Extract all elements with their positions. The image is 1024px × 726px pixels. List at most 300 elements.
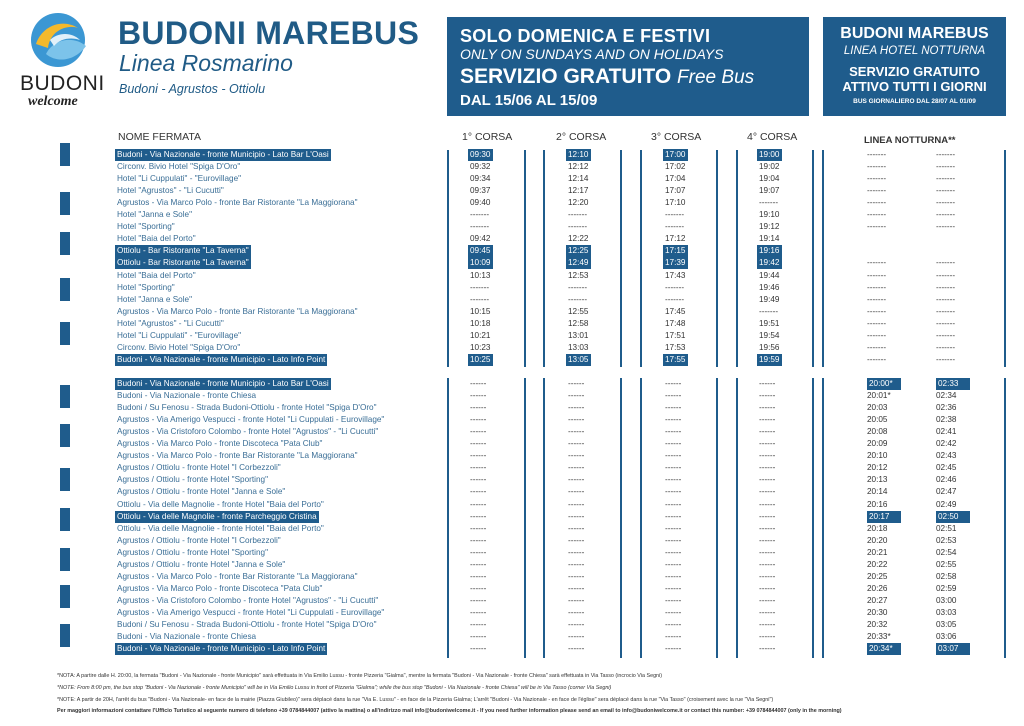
sunday-service-box — [447, 17, 809, 116]
departure-time: ------ — [665, 571, 682, 581]
night-departure-time: 20:34* — [867, 643, 901, 655]
departure-time: ------ — [568, 379, 585, 388]
departure-time: ------- — [665, 210, 685, 220]
table-row — [0, 450, 1024, 462]
night-departure-time: 20:25 — [867, 571, 888, 581]
departure-time: 17:00 — [665, 150, 686, 159]
budoni-welcome-logo — [14, 10, 106, 110]
stop-name: Ottiolu - Via delle Magnolie - fronte Hotel "Baia del Porto" — [117, 499, 324, 509]
departure-time: ------ — [470, 451, 487, 461]
departure-time: ------ — [568, 571, 585, 581]
table-row — [0, 571, 1024, 583]
departure-time: ------ — [568, 547, 585, 557]
stop-name: Agrustos - Via Marco Polo - fronte Discoteca "Pata Club" — [117, 583, 323, 593]
wave-logo-icon — [28, 10, 92, 70]
departure-time: 10:23 — [470, 342, 491, 352]
departure-time: 12:10 — [568, 150, 589, 159]
table-row — [0, 318, 1024, 330]
stop-name: Agrustos / Ottiolu - fronte Hotel "I Corbezzoli" — [117, 463, 281, 473]
night-departure-time: 20:18 — [867, 523, 888, 533]
departure-time: ------ — [470, 475, 487, 485]
table-row — [0, 631, 1024, 643]
departure-time: ------- — [867, 258, 887, 268]
departure-time: ------ — [665, 439, 682, 449]
departure-time: ------ — [470, 511, 487, 521]
departure-time: ------ — [665, 607, 682, 617]
night-departure-time: 20:08 — [867, 427, 888, 437]
table-row — [0, 547, 1024, 559]
night-departure-time: 20:20 — [867, 535, 888, 545]
departure-time: ------- — [470, 282, 490, 292]
night-departure-time: 02:45 — [936, 463, 957, 473]
departure-time: 10:15 — [470, 306, 491, 316]
departure-time: ------ — [665, 523, 682, 533]
column-header-run4: 4° CORSA — [747, 131, 798, 143]
departure-time: ------- — [936, 342, 956, 352]
departure-time: 19:10 — [759, 210, 780, 220]
departure-time: ------ — [759, 632, 776, 642]
sunday-label-en: ONLY ON SUNDAYS AND ON HOLIDAYS — [460, 46, 724, 62]
departure-time: ------- — [867, 330, 887, 340]
table-row — [0, 257, 1024, 269]
table-row — [0, 402, 1024, 414]
departure-time: 17:02 — [665, 162, 686, 172]
night-departure-time: 02:54 — [936, 547, 957, 557]
night-departure-time: 20:33* — [867, 632, 891, 642]
departure-time: ------ — [665, 487, 682, 497]
contact-info: Per maggiori informazioni contattare l'Ufficio Turistico al seguente numero di telefono +39 0784844007 (attivo la mattina) o all'indirizzo mail info@budoniwelcome.it - If you need further information please send an email to info@budoniwelcome.it or contact this number: +39 0784844007 (only in the morning) — [57, 708, 842, 714]
night-departure-time: 02:58 — [936, 571, 957, 581]
night-departure-time: 02:55 — [936, 559, 957, 569]
departure-time: ------- — [568, 210, 588, 220]
departure-time: 12:12 — [568, 162, 589, 172]
sunday-label: SOLO DOMENICA E FESTIVI — [460, 26, 711, 46]
departure-time: ------- — [867, 282, 887, 292]
departure-time: ------- — [867, 306, 887, 316]
departure-time: ------ — [568, 475, 585, 485]
departure-time: 13:03 — [568, 342, 589, 352]
departure-time: 12:25 — [568, 246, 589, 256]
route-description: Budoni - Agrustos - Ottiolu — [119, 82, 266, 96]
departure-time: ------ — [568, 620, 585, 629]
departure-time: ------- — [568, 282, 588, 292]
departure-time: ------ — [470, 499, 487, 509]
departure-time: ------- — [936, 222, 956, 232]
departure-time: ------ — [759, 620, 776, 629]
night-departure-time: 03:03 — [936, 607, 957, 617]
departure-time: ------ — [665, 379, 682, 388]
table-row — [0, 245, 1024, 257]
column-header-run1: 1° CORSA — [462, 131, 513, 143]
departure-time: ------ — [470, 523, 487, 533]
table-row — [0, 607, 1024, 619]
stop-name: Hotel "Agrustos" - "Li Cucutti" — [117, 186, 224, 196]
table-row — [0, 462, 1024, 474]
table-row — [0, 294, 1024, 306]
night-departure-time: 03:00 — [936, 595, 957, 605]
departure-time: ------ — [470, 535, 487, 545]
departure-time: ------ — [470, 463, 487, 473]
departure-time: ------- — [867, 162, 887, 172]
departure-time: ------ — [665, 644, 682, 654]
departure-time: 19:59 — [759, 354, 780, 364]
departure-time: ------ — [470, 439, 487, 449]
table-row — [0, 378, 1024, 390]
night-departure-time: 20:05 — [867, 415, 888, 425]
departure-time: ------- — [470, 294, 490, 304]
departure-time: ------ — [470, 644, 487, 654]
departure-time: ------ — [568, 632, 585, 642]
departure-time: ------ — [665, 427, 682, 437]
departure-time: ------- — [470, 210, 490, 220]
stop-name: Hotel "Sporting" — [117, 222, 175, 232]
table-row — [0, 438, 1024, 450]
departure-time: 10:18 — [470, 318, 491, 328]
stop-name: Hotel "Baia del Porto" — [117, 234, 196, 244]
departure-time: ------ — [470, 427, 487, 437]
table-row — [0, 583, 1024, 595]
departure-time: ------ — [470, 620, 487, 629]
table-row — [0, 270, 1024, 282]
departure-time: ------ — [759, 499, 776, 509]
departure-time: 17:43 — [665, 270, 686, 280]
departure-time: 17:48 — [665, 318, 686, 328]
departure-time: ------ — [759, 487, 776, 497]
stop-name: Agrustos - Via Marco Polo - fronte Bar Ristorante "La Maggiorana" — [117, 306, 358, 316]
night-departure-time: 03:06 — [936, 632, 957, 642]
departure-time: ------ — [470, 403, 487, 413]
departure-time: 19:14 — [759, 234, 780, 244]
night-departure-time: 02:53 — [936, 535, 957, 545]
departure-time: ------ — [568, 583, 585, 593]
departure-time: ------- — [936, 330, 956, 340]
departure-time: ------ — [470, 607, 487, 617]
departure-time: 19:51 — [759, 318, 780, 328]
night-departure-time: 20:13 — [867, 475, 888, 485]
night-departure-time: 20:00* — [867, 378, 901, 390]
departure-time: ------ — [665, 547, 682, 557]
departure-time: ------- — [759, 198, 779, 208]
departure-time: ------- — [936, 306, 956, 316]
departure-time: ------- — [936, 258, 956, 268]
departure-time: ------- — [665, 294, 685, 304]
departure-time: ------ — [470, 379, 487, 388]
departure-time: ------ — [759, 415, 776, 425]
stop-name: Hotel "Li Cuppulati" - "Eurovillage" — [117, 330, 242, 340]
stop-name: Budoni / Su Fenosu - Strada Budoni-Ottiolu - fronte Hotel "Spiga D'Oro" — [117, 403, 377, 413]
departure-time: ------ — [568, 607, 585, 617]
departure-time: ------ — [759, 559, 776, 569]
stop-name: Ottiolu - Bar Ristorante "La Taverna" — [117, 258, 249, 268]
departure-time: 17:10 — [665, 198, 686, 208]
stop-name: Budoni / Su Fenosu - Strada Budoni-Ottiolu - fronte Hotel "Spiga D'Oro" — [117, 620, 377, 629]
footnote-italian: *NOTA: A partire dalle H. 20:00, la fermata "Budoni - Via Nazionale - fronte Municipio" sarà effettuata in Via Emilio Lussu - fronte Pizzeria "Gialma", mentre la fermata "Budoni - Via Nazionale - fronte Chiesa" sarà effettuata in Via Tasso (incrocio Via Segni) — [57, 673, 663, 679]
night-departure-time: 03:05 — [936, 620, 957, 629]
table-row — [0, 426, 1024, 438]
departure-time: 19:49 — [759, 294, 780, 304]
departure-time: ------ — [470, 547, 487, 557]
departure-time: 17:15 — [665, 246, 686, 256]
departure-time: 19:44 — [759, 270, 780, 280]
night-dates: BUS GIORNALIERO DAL 28/07 AL 01/09 — [853, 98, 976, 105]
departure-time: ------ — [568, 523, 585, 533]
departure-time: ------ — [470, 571, 487, 581]
page-title: BUDONI MAREBUS — [118, 15, 420, 51]
stop-name: Hotel "Baia del Porto" — [117, 270, 196, 280]
departure-time: ------- — [759, 306, 779, 316]
stop-name: Budoni - Via Nazionale - fronte Municipio - Lato Info Point — [117, 354, 326, 364]
departure-time: ------- — [936, 282, 956, 292]
departure-time: ------ — [470, 595, 487, 605]
table-row — [0, 197, 1024, 209]
departure-time: ------- — [936, 198, 956, 208]
departure-time: 12:20 — [568, 198, 589, 208]
night-departure-time: 20:32 — [867, 620, 888, 629]
departure-time: 09:37 — [470, 186, 491, 196]
table-row — [0, 185, 1024, 197]
night-free-label: SERVIZIO GRATUITO — [849, 64, 980, 79]
stop-name: Budoni - Via Nazionale - fronte Chiesa — [117, 632, 257, 642]
departure-time: 19:00 — [759, 150, 780, 159]
departure-time: ------ — [759, 379, 776, 388]
departure-time: ------ — [759, 403, 776, 413]
night-departure-time: 20:09 — [867, 439, 888, 449]
table-row — [0, 221, 1024, 233]
departure-time: ------ — [759, 595, 776, 605]
departure-time: ------ — [665, 391, 682, 401]
departure-time: ------ — [759, 451, 776, 461]
night-departure-time: 20:01* — [867, 391, 891, 401]
departure-time: 17:12 — [665, 234, 686, 244]
departure-time: 19:46 — [759, 282, 780, 292]
departure-time: ------- — [470, 222, 490, 232]
departure-time: ------- — [867, 222, 887, 232]
departure-time: ------ — [665, 403, 682, 413]
departure-time: ------ — [568, 511, 585, 521]
stop-name: Agrustos - Via Marco Polo - fronte Bar Ristorante "La Maggiorana" — [117, 451, 358, 461]
table-row — [0, 619, 1024, 631]
departure-time: ------- — [568, 222, 588, 232]
free-service-label: SERVIZIO GRATUITO Free Bus — [460, 65, 755, 88]
departure-time: ------ — [759, 475, 776, 485]
stop-name: Agrustos - Via Cristoforo Colombo - fronte Hotel "Agrustos" - "Li Cucutti" — [117, 427, 379, 437]
departure-time: 10:09 — [470, 258, 491, 268]
departure-time: ------ — [568, 391, 585, 401]
night-departure-time: 02:50 — [936, 511, 970, 523]
departure-time: 17:45 — [665, 306, 686, 316]
departure-time: 09:42 — [470, 234, 491, 244]
departure-time: ------ — [759, 547, 776, 557]
stop-name: Hotel "Janna e Sole" — [117, 294, 192, 304]
departure-time: 12:49 — [568, 258, 589, 268]
table-row — [0, 499, 1024, 511]
stop-name: Agrustos - Via Amerigo Vespucci - fronte Hotel "Li Cuppulati - Eurovillage" — [117, 607, 385, 617]
night-departure-time: 02:51 — [936, 523, 957, 533]
departure-time: ------- — [936, 294, 956, 304]
departure-time: 12:22 — [568, 234, 589, 244]
logo-tagline: welcome — [28, 94, 78, 109]
departure-time: ------- — [867, 210, 887, 220]
departure-time: ------- — [936, 354, 956, 364]
stop-name: Budoni - Via Nazionale - fronte Municipio - Lato Bar L'Oasi — [117, 379, 329, 388]
departure-time: 17:53 — [665, 342, 686, 352]
departure-time: 12:17 — [568, 186, 589, 196]
night-departure-time: 02:41 — [936, 427, 957, 437]
night-departure-time: 20:10 — [867, 451, 888, 461]
night-departure-time: 02:49 — [936, 499, 957, 509]
stop-name: Budoni - Via Nazionale - fronte Chiesa — [117, 391, 257, 401]
table-row — [0, 330, 1024, 342]
stop-name: Hotel "Sporting" — [117, 282, 175, 292]
table-row — [0, 233, 1024, 245]
departure-time: 10:25 — [470, 354, 491, 364]
column-header-run2: 2° CORSA — [556, 131, 607, 143]
stop-name: Agrustos / Ottiolu - fronte Hotel "Janna e Sole" — [117, 559, 286, 569]
departure-time: 17:04 — [665, 174, 686, 184]
table-row — [0, 559, 1024, 571]
departure-time: ------ — [759, 535, 776, 545]
stop-name: Agrustos - Via Marco Polo - fronte Bar Ristorante "La Maggiorana" — [117, 198, 358, 208]
departure-time: ------- — [936, 210, 956, 220]
night-box-subtitle: LINEA HOTEL NOTTURNA — [843, 45, 986, 57]
departure-time: ------ — [470, 559, 487, 569]
departure-time: 13:05 — [568, 354, 589, 364]
departure-time: ------ — [759, 439, 776, 449]
departure-time: ------- — [936, 186, 956, 196]
table-row — [0, 282, 1024, 294]
night-departure-time: 20:22 — [867, 559, 888, 569]
footnote-french: *NOTE: A partir de 20H, l'arrêt du bus "Budoni - Via Nazionale- en face de la mairie (Piazza Giubileo)" sera déplacé dans la rue "Via E. Lussu" - en face de la Pizzeria Gialma; L'arrêt "Budoni - Via Nazionale - en face de l'église" sera déplacé dans la rue "Via Tasso" (croisement avec la rue "Via Segni") — [57, 697, 774, 703]
departure-time: ------ — [759, 391, 776, 401]
departure-time: 19:16 — [759, 246, 780, 256]
departure-time: ------ — [759, 644, 776, 654]
night-departure-time: 20:17 — [867, 511, 901, 523]
departure-time: ------ — [568, 595, 585, 605]
table-row — [0, 306, 1024, 318]
departure-time: ------ — [665, 595, 682, 605]
departure-time: ------ — [568, 403, 585, 413]
stop-name: Agrustos / Ottiolu - fronte Hotel "I Corbezzoli" — [117, 535, 281, 545]
departure-time: ------- — [936, 270, 956, 280]
departure-time: ------- — [867, 150, 887, 159]
departure-time: ------ — [568, 559, 585, 569]
night-departure-time: 02:46 — [936, 475, 957, 485]
departure-time: 19:07 — [759, 186, 780, 196]
departure-time: 12:14 — [568, 174, 589, 184]
table-row — [0, 523, 1024, 535]
table-row — [0, 390, 1024, 402]
departure-time: ------- — [936, 318, 956, 328]
departure-time: ------ — [470, 583, 487, 593]
column-header-stop: NOME FERMATA — [118, 131, 202, 143]
departure-time: ------ — [665, 583, 682, 593]
departure-time: ------ — [665, 620, 682, 629]
departure-time: 17:55 — [665, 354, 686, 364]
departure-time: ------ — [759, 607, 776, 617]
night-departure-time: 02:34 — [936, 391, 957, 401]
stop-name: Hotel "Agrustos" - "Li Cucutti" — [117, 318, 224, 328]
departure-time: ------ — [665, 499, 682, 509]
stop-name: Hotel "Janna e Sole" — [117, 210, 192, 220]
departure-time: 17:07 — [665, 186, 686, 196]
night-departure-time: 02:38 — [936, 415, 957, 425]
night-box-title: BUDONI MAREBUS — [840, 25, 989, 42]
departure-time: ------ — [568, 463, 585, 473]
departure-time: ------ — [665, 535, 682, 545]
night-service-box — [823, 17, 1006, 116]
night-departure-time: 02:43 — [936, 451, 957, 461]
footnote-english: *NOTE: From 8:00 pm, the bus stop "Budoni - Via Nazionale - fronte Municipio" will be in Via Emilio Lussu in front of Pizzeria "Gialma"; while the bus stop "Budoni - Via Nazionale - fronte Chiesa" will be in Via Tasso (corner Via Segni) — [57, 685, 612, 691]
departure-time: ------ — [759, 571, 776, 581]
departure-time: 10:21 — [470, 330, 491, 340]
departure-time: ------ — [665, 511, 682, 521]
departure-time: 12:55 — [568, 306, 589, 316]
departure-time: 19:12 — [759, 222, 780, 232]
departure-time: ------ — [759, 523, 776, 533]
departure-time: ------- — [867, 270, 887, 280]
departure-time: ------ — [665, 415, 682, 425]
departure-time: ------ — [470, 391, 487, 401]
stop-name: Agrustos / Ottiolu - fronte Hotel "Sporting" — [117, 547, 268, 557]
stop-name: Budoni - Via Nazionale - fronte Municipio - Lato Bar L'Oasi — [117, 150, 329, 159]
table-row — [0, 209, 1024, 221]
departure-time: 09:30 — [470, 150, 491, 159]
stop-name: Agrustos - Via Marco Polo - fronte Discoteca "Pata Club" — [117, 439, 323, 449]
departure-time: ------ — [759, 463, 776, 473]
departure-time: 13:01 — [568, 330, 589, 340]
stop-name: Agrustos - Via Marco Polo - fronte Bar Ristorante "La Maggiorana" — [117, 571, 358, 581]
departure-time: ------ — [759, 511, 776, 521]
night-departure-time: 02:47 — [936, 487, 957, 497]
departure-time: ------ — [665, 632, 682, 642]
departure-time: ------ — [470, 415, 487, 425]
table-row — [0, 486, 1024, 498]
departure-time: 19:54 — [759, 330, 780, 340]
departure-time: ------- — [936, 150, 956, 159]
night-departure-time: 20:14 — [867, 487, 888, 497]
night-active-label: ATTIVO TUTTI I GIORNI — [842, 79, 987, 94]
departure-time: ------ — [568, 415, 585, 425]
stop-name: Ottiolu - Via delle Magnolie - fronte Parcheggio Cristina — [117, 511, 317, 521]
night-departure-time: 20:03 — [867, 403, 888, 413]
departure-time: 10:13 — [470, 270, 491, 280]
departure-time: ------ — [665, 451, 682, 461]
departure-time: ------ — [470, 632, 487, 642]
stop-name: Agrustos - Via Amerigo Vespucci - fronte Hotel "Li Cuppulati - Eurovillage" — [117, 415, 385, 425]
departure-time: 12:53 — [568, 270, 589, 280]
table-row — [0, 173, 1024, 185]
departure-time: 19:42 — [759, 258, 780, 268]
table-row — [0, 161, 1024, 173]
night-departure-time: 20:16 — [867, 499, 888, 509]
departure-time: ------- — [936, 174, 956, 184]
table-row — [0, 511, 1024, 523]
departure-time: 12:58 — [568, 318, 589, 328]
stop-name: Agrustos / Ottiolu - fronte Hotel "Janna e Sole" — [117, 487, 286, 497]
stop-name: Ottiolu - Via delle Magnolie - fronte Hotel "Baia del Porto" — [117, 523, 324, 533]
stop-name: Agrustos - Via Cristoforo Colombo - fronte Hotel "Agrustos" - "Li Cucutti" — [117, 595, 379, 605]
departure-time: ------- — [867, 318, 887, 328]
departure-time: ------ — [568, 439, 585, 449]
departure-time: ------- — [867, 342, 887, 352]
departure-time: ------ — [665, 475, 682, 485]
departure-time: ------- — [665, 282, 685, 292]
departure-time: ------ — [759, 583, 776, 593]
stop-name: Budoni - Via Nazionale - fronte Municipio - Lato Info Point — [117, 644, 326, 654]
departure-time: ------- — [665, 222, 685, 232]
departure-time: ------- — [936, 162, 956, 172]
departure-time: ------ — [759, 427, 776, 437]
